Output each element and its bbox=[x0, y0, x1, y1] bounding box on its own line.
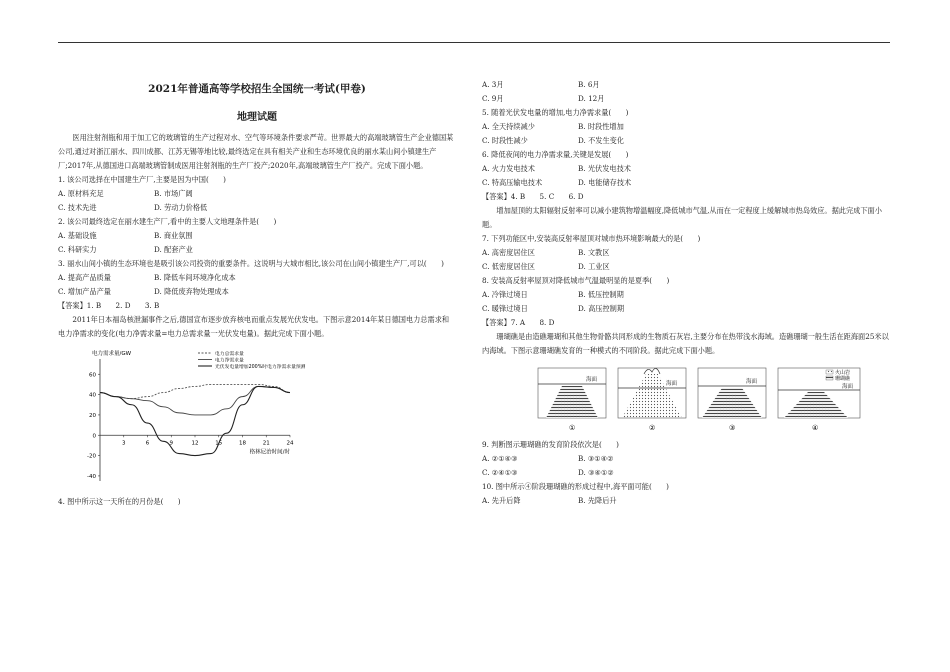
question-4: 4. 图中所示这一天所在的月份是( ) bbox=[58, 497, 181, 506]
passage-1: 医用注射剂瓶和用于加工它的玻璃管的生产过程对水、空气等环境条件要求严苛。世界最大的高端玻璃管生产企业德国某公司,通过对浙江丽水、四川成都、江苏无锡等地比较,最终选定在具有相关产业和生态环境优良的丽水某山间小镇建生产厂;2017年,从德国进口高端玻璃管制成医用注射剂瓶的生产厂投产;2020年,高端玻璃管生产厂投产。完成下面小题。 bbox=[58, 133, 454, 170]
q9-option-a: A. ②①④③ bbox=[482, 454, 518, 463]
q9-option-d: D. ③④①② bbox=[578, 468, 614, 477]
q4-option-b: B. 6月 bbox=[578, 80, 600, 89]
q4-option-a: A. 3月 bbox=[482, 80, 504, 89]
x-axis-label: 格林尼治时间/时 bbox=[249, 449, 290, 456]
q1-options-row2 bbox=[58, 201, 456, 215]
question-7: 7. 下列功能区中,安装高反射率屋顶对城市热环境影响最大的是( ) bbox=[482, 234, 701, 243]
stage-1-panel bbox=[538, 368, 606, 432]
q6-option-d: D. 电能储存技术 bbox=[578, 178, 632, 187]
q3-options-row2 bbox=[58, 285, 456, 299]
x-tick-label: 18 bbox=[239, 440, 246, 447]
x-tick-label: 6 bbox=[145, 440, 150, 447]
q7-option-b: B. 文教区 bbox=[578, 248, 610, 257]
stage-2-eruption-icon bbox=[644, 368, 660, 374]
q5-options-row1 bbox=[482, 120, 890, 134]
q3-option-a: A. 提高产品质量 bbox=[58, 273, 111, 282]
q6-option-c: C. 特高压输电技术 bbox=[482, 178, 543, 187]
stage-3-panel bbox=[698, 368, 766, 432]
q10-options-row1 bbox=[482, 494, 890, 508]
page-title: 2021年普通高等学校招生全国统一考试(甲卷) bbox=[148, 83, 366, 95]
q1-option-a: A. 原材料充足 bbox=[58, 189, 104, 198]
question-8: 8. 安装高反射率屋顶对降低城市气温最明显的是夏季( ) bbox=[482, 276, 670, 285]
question-6: 6. 降低夜间的电力净需求量,关键是发展( ) bbox=[482, 150, 629, 159]
left-column bbox=[58, 78, 456, 509]
legend-rock-swatch bbox=[826, 370, 833, 374]
answer-4-6: 【答案】4. B 5. C 6. D bbox=[482, 192, 584, 201]
x-tick-label: 15 bbox=[215, 440, 223, 447]
coral-reef-figure-svg bbox=[536, 364, 866, 434]
coral-reef-figure bbox=[536, 364, 866, 434]
q1-options-row1 bbox=[58, 187, 456, 201]
q7-option-c: C. 低密度居住区 bbox=[482, 262, 535, 271]
q8-option-a: A. 冷锋过境日 bbox=[482, 290, 528, 299]
legend-label-3: 光伏发电量增加200%时电力净需求量预测 bbox=[215, 364, 306, 370]
stage-4-panel bbox=[778, 368, 860, 432]
q2-option-c: C. 科研实力 bbox=[58, 245, 97, 254]
passage-3: 增加屋顶的太阳辐射反射率可以减小建筑物增温幅度,降低城市气温,从而在一定程度上缓解城市热岛效应。据此完成下面小题。 bbox=[482, 206, 882, 229]
question-9: 9. 判断图示珊瑚礁的发育阶段依次是( ) bbox=[482, 440, 619, 449]
legend-label-2: 电力净需求量 bbox=[215, 358, 244, 364]
power-demand-chart-svg bbox=[58, 345, 358, 495]
q5-option-c: C. 时段性减少 bbox=[482, 136, 528, 145]
question-5: 5. 随着光伏发电量的增加,电力净需求量( ) bbox=[482, 108, 629, 117]
right-column bbox=[482, 78, 890, 508]
x-tick-label: 12 bbox=[191, 440, 199, 447]
stage-2-panel bbox=[618, 368, 686, 432]
q6-option-a: A. 火力发电技术 bbox=[482, 164, 535, 173]
q6-options-row1 bbox=[482, 162, 890, 176]
q8-option-b: B. 低压控制期 bbox=[578, 290, 624, 299]
q7-options-row2 bbox=[482, 260, 890, 274]
q4-options-row1 bbox=[482, 78, 890, 92]
series-line-2 bbox=[100, 386, 290, 414]
question-1: 1. 该公司选择在中国建生产厂,主要是因为中国( ) bbox=[58, 175, 226, 184]
passage-4: 珊瑚礁是由造礁珊瑚和其他生物骨骼共同形成的生物质石灰岩,主要分布在热带浅水海域。造礁珊瑚一般生活在距海面25米以内海域。下图示意珊瑚礁发育的一种模式的不同阶段。据此完成下面小题。 bbox=[482, 332, 889, 355]
q8-options-row1 bbox=[482, 288, 890, 302]
answer-7-8: 【答案】7. A 8. D bbox=[482, 318, 555, 327]
legend-reef-label: 珊瑚礁 bbox=[835, 376, 851, 382]
q8-option-c: C. 暖锋过境日 bbox=[482, 304, 528, 313]
legend-rock-label: 火山岩 bbox=[835, 370, 851, 376]
stage-1-sea-label: 海面 bbox=[586, 377, 598, 383]
question-3: 3. 丽水山间小镇的生态环境也是吸引该公司投资的重要条件。这说明与大城市相比,该公司在山间小镇建生产厂,可以( ) bbox=[58, 259, 444, 268]
q9-option-b: B. ③①④② bbox=[578, 454, 614, 463]
stage-3-sea-label: 海面 bbox=[746, 379, 758, 385]
stage-2-sea-label: 海面 bbox=[666, 381, 678, 387]
question-2: 2. 该公司最终选定在丽水建生产厂,看中的主要人文地理条件是( ) bbox=[58, 217, 277, 226]
q4-option-c: C. 9月 bbox=[482, 94, 504, 103]
q3-option-b: B. 降低车间环境净化成本 bbox=[154, 273, 236, 282]
stage-2-label: ② bbox=[649, 424, 656, 432]
q9-option-c: C. ②④①③ bbox=[482, 468, 518, 477]
answer-1-3: 【答案】1. B 2. D 3. B bbox=[58, 301, 160, 310]
q5-option-b: B. 时段性增加 bbox=[578, 122, 624, 131]
power-demand-chart bbox=[58, 345, 358, 495]
q8-options-row2 bbox=[482, 302, 890, 316]
q2-option-b: B. 商业氛围 bbox=[154, 231, 193, 240]
q7-option-d: D. 工业区 bbox=[578, 262, 610, 271]
stage-1-label: ① bbox=[569, 424, 576, 432]
q3-option-c: C. 增加产品产量 bbox=[58, 287, 111, 296]
header-rule bbox=[58, 42, 890, 43]
passage-2: 2011年日本福岛核泄漏事件之后,德国宣布逐步放弃核电而重点发展光伏发电。下图示意2014年某日德国电力总需求和电力净需求的变化(电力净需求量=电力总需求量一光伏发电量)。据此完成下面小题。 bbox=[58, 315, 450, 338]
y-tick-label: -40 bbox=[87, 473, 96, 480]
y-tick-label: 20 bbox=[89, 412, 96, 419]
q2-option-a: A. 基础设施 bbox=[58, 231, 97, 240]
x-tick-label: 3 bbox=[122, 440, 126, 447]
x-tick-label: 21 bbox=[262, 440, 270, 447]
q6-option-b: B. 光伏发电技术 bbox=[578, 164, 631, 173]
q2-option-d: D. 配套产业 bbox=[154, 245, 193, 254]
q1-option-d: D. 劳动力价格低 bbox=[154, 203, 208, 212]
y-tick-label: 0 bbox=[92, 433, 96, 440]
q4-options-row2 bbox=[482, 92, 890, 106]
q2-options-row1 bbox=[58, 229, 456, 243]
q3-option-d: D. 降低废弃物处理成本 bbox=[154, 287, 229, 296]
q2-options-row2 bbox=[58, 243, 456, 257]
page-subtitle: 地理试题 bbox=[237, 112, 277, 123]
q1-option-b: B. 市场广阔 bbox=[154, 189, 193, 198]
q5-option-a: A. 全天持续减少 bbox=[482, 122, 535, 131]
stage-4-label: ④ bbox=[812, 424, 819, 432]
x-tick-label: 9 bbox=[169, 440, 173, 447]
legend-label-1: 电力总需求量 bbox=[215, 351, 244, 357]
q9-options-row1 bbox=[482, 452, 890, 466]
q3-options-row1 bbox=[58, 271, 456, 285]
q6-options-row2 bbox=[482, 176, 890, 190]
q5-options-row2 bbox=[482, 134, 890, 148]
q9-options-row2 bbox=[482, 466, 890, 480]
legend-reef-swatch bbox=[826, 376, 833, 380]
q7-options-row1 bbox=[482, 246, 890, 260]
stage-3-label: ③ bbox=[729, 424, 736, 432]
y-axis-label: 电力需求量/GW bbox=[92, 351, 132, 357]
q10-option-b: B. 先降后升 bbox=[578, 496, 617, 505]
q7-option-a: A. 高密度居住区 bbox=[482, 248, 535, 257]
y-tick-label: 40 bbox=[89, 392, 96, 399]
y-tick-label: 60 bbox=[89, 372, 96, 379]
q8-option-d: D. 高压控制期 bbox=[578, 304, 625, 313]
q1-option-c: C. 技术先进 bbox=[58, 203, 97, 212]
q10-option-a: A. 先升后降 bbox=[482, 496, 521, 505]
q5-option-d: D. 不发生变化 bbox=[578, 136, 625, 145]
q4-option-d: D. 12月 bbox=[578, 94, 605, 103]
stage-4-sea-label: 海面 bbox=[842, 384, 854, 390]
x-tick-label: 24 bbox=[286, 440, 294, 447]
y-tick-label: -20 bbox=[87, 453, 96, 460]
question-10: 10. 图中所示④阶段珊瑚礁的形成过程中,海平面可能( ) bbox=[482, 482, 669, 491]
